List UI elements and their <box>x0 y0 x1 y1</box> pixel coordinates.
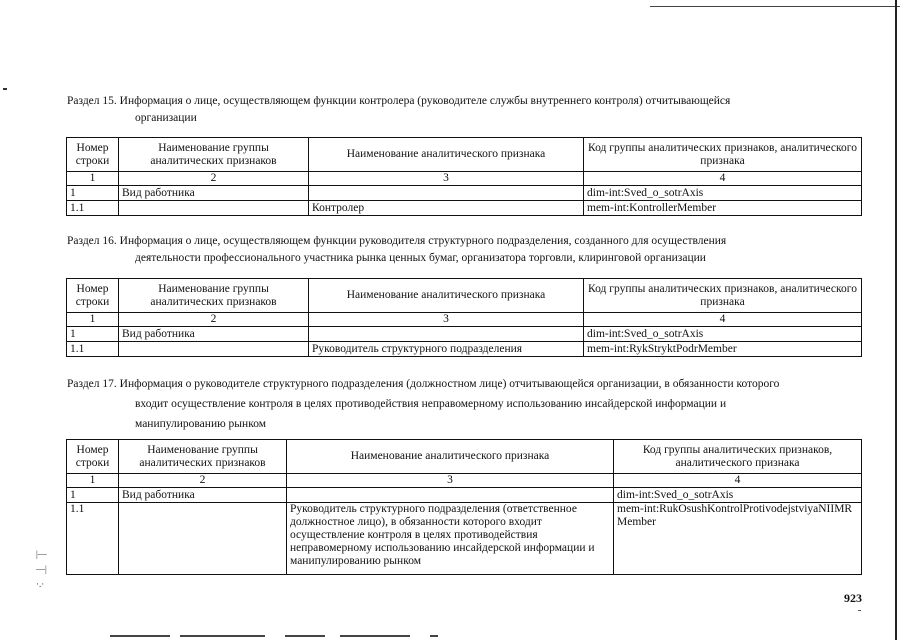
column-number: 3 <box>287 474 614 488</box>
column-number: 4 <box>584 172 862 186</box>
row-number: 1 <box>67 186 119 201</box>
scan-artifact-bottom <box>0 635 905 637</box>
row-number: 1.1 <box>67 503 119 575</box>
header-code: Код группы аналитических признаков, аналитического признака <box>584 279 862 313</box>
row-code: dim-int:Sved_o_sotrAxis <box>614 488 862 503</box>
scan-artifact-top <box>650 6 900 7</box>
table-header-row <box>67 279 862 313</box>
table-row <box>67 342 862 357</box>
row-number: 1.1 <box>67 201 119 216</box>
column-number: 1 <box>67 313 119 327</box>
column-number-row <box>67 172 862 186</box>
row-code: dim-int:Sved_o_sotrAxis <box>584 327 862 342</box>
header-row-number: Номер строки <box>67 440 119 474</box>
section-title-line: манипулированию рынком <box>135 418 267 430</box>
table-row <box>67 488 862 503</box>
column-number-row <box>67 313 862 327</box>
table-row <box>67 201 862 216</box>
row-group: Вид работника <box>119 488 287 503</box>
column-number-row <box>67 474 862 488</box>
column-number: 1 <box>67 172 119 186</box>
scan-artifact-dash <box>3 88 7 90</box>
column-number: 3 <box>309 172 584 186</box>
table-row <box>67 186 862 201</box>
section-16-table <box>66 278 862 357</box>
header-feature-name: Наименование аналитического признака <box>309 138 584 172</box>
column-number: 3 <box>309 313 584 327</box>
row-code: mem-int:RykStryktPodrMember <box>584 342 862 357</box>
column-number: 4 <box>584 313 862 327</box>
header-code: Код группы аналитических признаков, аналитического признака <box>614 440 862 474</box>
row-code: mem-int:RukOsushKontrolProtivodejstviyaNIIMRMember <box>614 503 862 575</box>
scan-artifact-mark: |— <box>36 549 47 559</box>
scan-artifact-mark: —| <box>36 564 47 574</box>
row-number: 1 <box>67 488 119 503</box>
header-row-number: Номер строки <box>67 138 119 172</box>
scan-artifact-mark: ·.· <box>36 579 45 589</box>
header-feature-name: Наименование аналитического признака <box>309 279 584 313</box>
row-group: Вид работника <box>119 327 309 342</box>
row-group <box>119 503 287 575</box>
table-header-row <box>67 138 862 172</box>
scan-artifact-dot <box>858 610 861 611</box>
column-number: 4 <box>614 474 862 488</box>
section-title-line: Раздел 17. Информация о руководителе структурного подразделения (должностном лице) отчитывающейся организации, в обязанности которого <box>67 378 780 390</box>
row-code: mem-int:KontrollerMember <box>584 201 862 216</box>
row-feature: Руководитель структурного подразделения (ответственное должностное лицо), в обязанности которого входит осуществление контроля в целях противодействия неправомерному использованию инсайдерской информации и манипулированию рынком <box>287 503 614 575</box>
header-group-name: Наименование группы аналитических признаков <box>119 440 287 474</box>
section-16-title <box>67 233 862 267</box>
row-feature <box>309 186 584 201</box>
table-row <box>67 503 862 575</box>
section-title-line: входит осуществление контроля в целях противодействия неправомерному использованию инсайдерской информации и <box>135 398 727 410</box>
column-number: 1 <box>67 474 119 488</box>
section-title-line: деятельности профессионального участника рынка ценных бумаг, организатора торговли, клиринговой организации <box>135 252 706 264</box>
row-feature: Руководитель структурного подразделения <box>309 342 584 357</box>
section-title-line: Раздел 16. Информация о лице, осуществляющем функции руководителя структурного подразделения, созданного для осуществления <box>67 235 727 247</box>
page-number: 923 <box>844 591 862 605</box>
header-code: Код группы аналитических признаков, аналитического признака <box>584 138 862 172</box>
row-group <box>119 201 309 216</box>
header-group-name: Наименование группы аналитических признаков <box>119 138 309 172</box>
row-group: Вид работника <box>119 186 309 201</box>
row-feature <box>287 488 614 503</box>
column-number: 2 <box>119 474 287 488</box>
section-title-line: Раздел 15. Информация о лице, осуществляющем функции контролера (руководителе службы внутреннего контроля) отчитывающейся <box>67 95 731 107</box>
section-17-title <box>67 374 862 434</box>
column-number: 2 <box>119 172 309 186</box>
scan-artifact-right-edge <box>895 0 897 640</box>
table-row <box>67 327 862 342</box>
row-number: 1.1 <box>67 342 119 357</box>
row-number: 1 <box>67 327 119 342</box>
column-number: 2 <box>119 313 309 327</box>
section-15-title <box>67 93 862 127</box>
header-group-name: Наименование группы аналитических признаков <box>119 279 309 313</box>
row-code: dim-int:Sved_o_sotrAxis <box>584 186 862 201</box>
table-header-row <box>67 440 862 474</box>
header-row-number: Номер строки <box>67 279 119 313</box>
row-group <box>119 342 309 357</box>
section-15-table <box>66 137 862 216</box>
section-17-table <box>66 439 862 575</box>
row-feature <box>309 327 584 342</box>
section-title-line: организации <box>135 112 197 124</box>
row-feature: Контролер <box>309 201 584 216</box>
header-feature-name: Наименование аналитического признака <box>287 440 614 474</box>
